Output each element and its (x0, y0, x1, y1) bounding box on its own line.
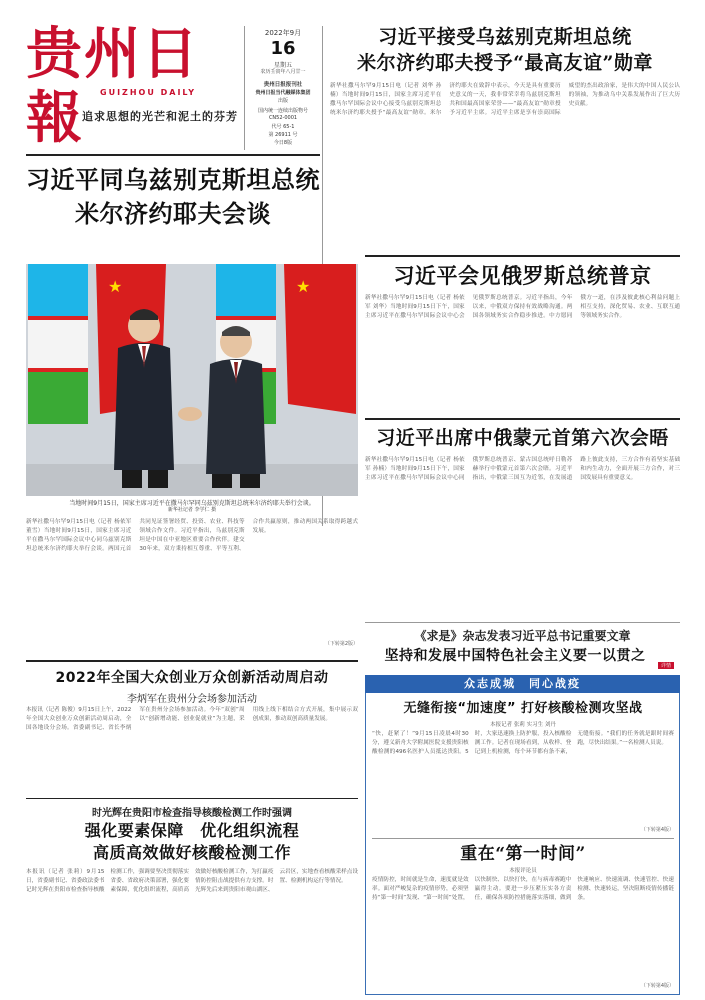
putin-rule (365, 255, 680, 257)
svg-text:★: ★ (108, 277, 123, 296)
epidemic-title: 无缝衔接“加速度” 打好核酸检测攻坚战 (403, 701, 643, 716)
epidemic-body: “快，赶紧了！”9月15日凌晨4时30分，遵义新舟大学附属医院支援贵阳核酸检测的496名医护人员抵达贵阳。5时，大家迅速换上防护服，投入核酸检测工作。记者在现场看到，从收样、登记到上机检测，每个环节都有条不紊，无缝衔接。“我们的任务就是跟时间赛跑，尽快出结果。”一名检测人员说。 (372, 731, 674, 755)
nucleic-kicker: 时光辉在贵阳市检查指导核酸检测工作时强调 (92, 808, 292, 819)
nucleic-body: 本报讯（记者 张莉）9月15日，省委副书记、省委政法委书记时光辉在贵阳市检查指导核酸检测工作，强调要坚决贯彻落实省委、省政府决策部署，强化要素保障，优化组织流程，高质高效做好核酸检测工作，为打赢疫情防控阻击战提供有力支撑。时光辉先后来到贵阳市观山湖区、云岩区，实地查看核酸采样点设置、检测机构运行等情况。 (26, 869, 358, 893)
china-flag-right (284, 264, 356, 414)
issue-number: 第 26911 号 (268, 132, 298, 138)
masthead-english: GUIZHOU DAILY (100, 88, 197, 97)
entrepreneur-title: 2022年全国大众创业万众创新活动周启动 (55, 670, 329, 686)
qiushi-title-2: 坚持和发展中国特色社会主义要一以贯之 (384, 648, 646, 664)
first-time-rule (372, 838, 674, 839)
epidemic-byline: 本报记者 张莉 实习生 刘丹 (490, 722, 556, 728)
svg-text:★: ★ (296, 277, 311, 296)
weekday: 星期五 (273, 62, 292, 69)
story-honor-title-2: 米尔济约耶夫授予“最高友谊”勋章 (357, 52, 653, 74)
qiushi-tag-label: 详情 (658, 662, 674, 669)
uzbek-flag-left (28, 264, 88, 424)
nucleic-rule (26, 798, 358, 799)
qiushi-rule (365, 622, 680, 623)
lunar-date: 农历壬寅年八月廿一 (260, 69, 306, 75)
entrepreneur-body: 本报讯（记者 陈俊）9月15日上午，2022年全国大众创业万众创新活动周启动，全国各地设分会场。省委副书记、省长李炳军在贵州分会场参加活动。今年“双创”周以“创新增动能、创业促就业”为主题，采用线上线下相结合方式开展，集中展示双创成果，推动双创高质量发展。 (26, 707, 358, 731)
nucleic-title-1: 强化要素保障 优化组织流程 (84, 821, 300, 840)
qiushi-title-1: 《求是》杂志发表习近平总书记重要文章 (414, 629, 631, 643)
mongolia-body: 新华社撒马尔罕9月15日电（记者 杨依军 孙楠）当地时间9月15日下午，国家主席习近平在撒马尔罕国际会议中心同俄罗斯总统普京、蒙古国总统呼日勒苏赫举行中俄蒙元首第六次会晤。习近平指出，中俄蒙三国互为近邻，在发展道路上彼此支持，三方合作有着坚实基础和内生动力，全面开展三方合作，对三国发展具有重要意义。 (365, 457, 680, 481)
page-count: 今日8版 (273, 140, 293, 146)
photo-credit: 新华社记者 李学仁 摄 (167, 507, 217, 513)
main-photo (26, 264, 358, 496)
masthead-logo: 贵州日報 (26, 21, 200, 151)
epidemic-band: 众志成城 同心战疫 (365, 675, 680, 693)
epidemic-continued: （下转第4版） (640, 827, 674, 833)
first-time-continued: （下转第4版） (640, 983, 674, 989)
story-honor-body: 新华社撒马尔罕9月15日电（记者 刘华 孙楠）当地时间9月15日，国家主席习近平在撒马尔罕国际会议中心接受乌兹别克斯坦总统米尔济约耶夫授予“最高友谊”勋章。米尔济约耶夫在致辞中表示，今天是具有重要历史意义的一天，我非常荣幸将乌兹别克斯坦共和国最高国家荣誉——“最高友谊”勋章授予习近平主席。习近平主席是享有崇高国际威望的杰出政治家，是伟大的中国人民公认的领袖，为推动乌中关系发展作出了巨大历史贡献。 (330, 83, 680, 116)
photo-illustration (26, 264, 358, 496)
mongolia-title: 习近平出席中俄蒙元首第六次会晤 (376, 427, 669, 449)
masthead-divider (244, 26, 245, 150)
first-time-title: 重在“第一时间” (460, 844, 586, 864)
entrepreneur-subtitle: 李炳军在贵州分会场参加活动 (127, 694, 257, 705)
entrepreneur-rule (26, 660, 358, 662)
postal-code: 代号 65-1 (271, 124, 295, 130)
first-time-body: 疫情防控，时间就是生命，速度就是效率。面对严峻复杂的疫情形势，必须坚持“第一时间”发现、“第一时间”处置，以快制快、以快打快，在与病毒赛跑中赢得主动。要进一步压紧压实各方责任，确保各项防控措施落实落细，做到快速响应、快速流调、快速管控、快速检测、快速转运，坚决阻断疫情传播链条。 (372, 877, 674, 901)
main-title-1: 习近平同乌兹别克斯坦总统 (26, 165, 320, 194)
publisher-2: 贵州日报当代融媒体集团 (255, 90, 311, 96)
masthead-slogan: 追求思想的光芒和泥土的芬芳 (82, 110, 238, 123)
main-rule (26, 154, 320, 156)
nucleic-title-2: 高质高效做好核酸检测工作 (92, 843, 291, 862)
qiushi-tag[interactable] (658, 652, 674, 671)
cn-code: 国内统一连续出版物号 (257, 108, 308, 114)
publisher-3: 出版 (277, 98, 288, 104)
story-honor-title-1: 习近平接受乌兹别克斯坦总统 (378, 26, 632, 48)
putin-title: 习近平会见俄罗斯总统普京 (393, 263, 652, 288)
photo-caption: 当地时间9月15日，国家主席习近平在撒马尔罕同乌兹别克斯坦总统米尔济约耶夫举行会谈。 (69, 500, 315, 507)
mongolia-rule (365, 418, 680, 420)
first-time-byline: 本报评论员 (509, 868, 537, 874)
cn-number: CN52-0001 (268, 115, 298, 121)
date-day: 16 (270, 38, 296, 59)
publisher-1: 贵州日报报刊社 (263, 82, 303, 88)
putin-body: 新华社撒马尔罕9月15日电（记者 杨依军 刘华）当地时间9月15日下午，国家主席习近平在撒马尔罕国际会议中心会见俄罗斯总统普京。习近平指出，今年以来，中俄双方保持有效战略沟通。两国各领域务实合作稳步推进。中方愿同俄方一道，在涉及彼此核心利益问题上相互支持，深化贸易、农业、互联互通等领域务实合作。 (365, 295, 680, 319)
main-story-body: 新华社撒马尔罕9月15日电（记者 杨依军 董雪）当地时间9月15日，国家主席习近平在撒马尔罕国际会议中心同乌兹别克斯坦总统米尔济约耶夫举行会谈。两国元首共同见证签署经贸、投资、农业、科技等领域合作文件。习近平指出，乌兹别克斯坦是中国在中亚地区重要合作伙伴。建交30年来，双方秉持相互尊重、平等互利、合作共赢原则，推动两国关系取得跨越式发展。 (26, 519, 358, 552)
date-year-month: 2022年9月 (264, 29, 302, 37)
main-title-2: 米尔济约耶夫会谈 (75, 199, 271, 228)
main-story-continued: （下转第2版） (324, 641, 358, 647)
